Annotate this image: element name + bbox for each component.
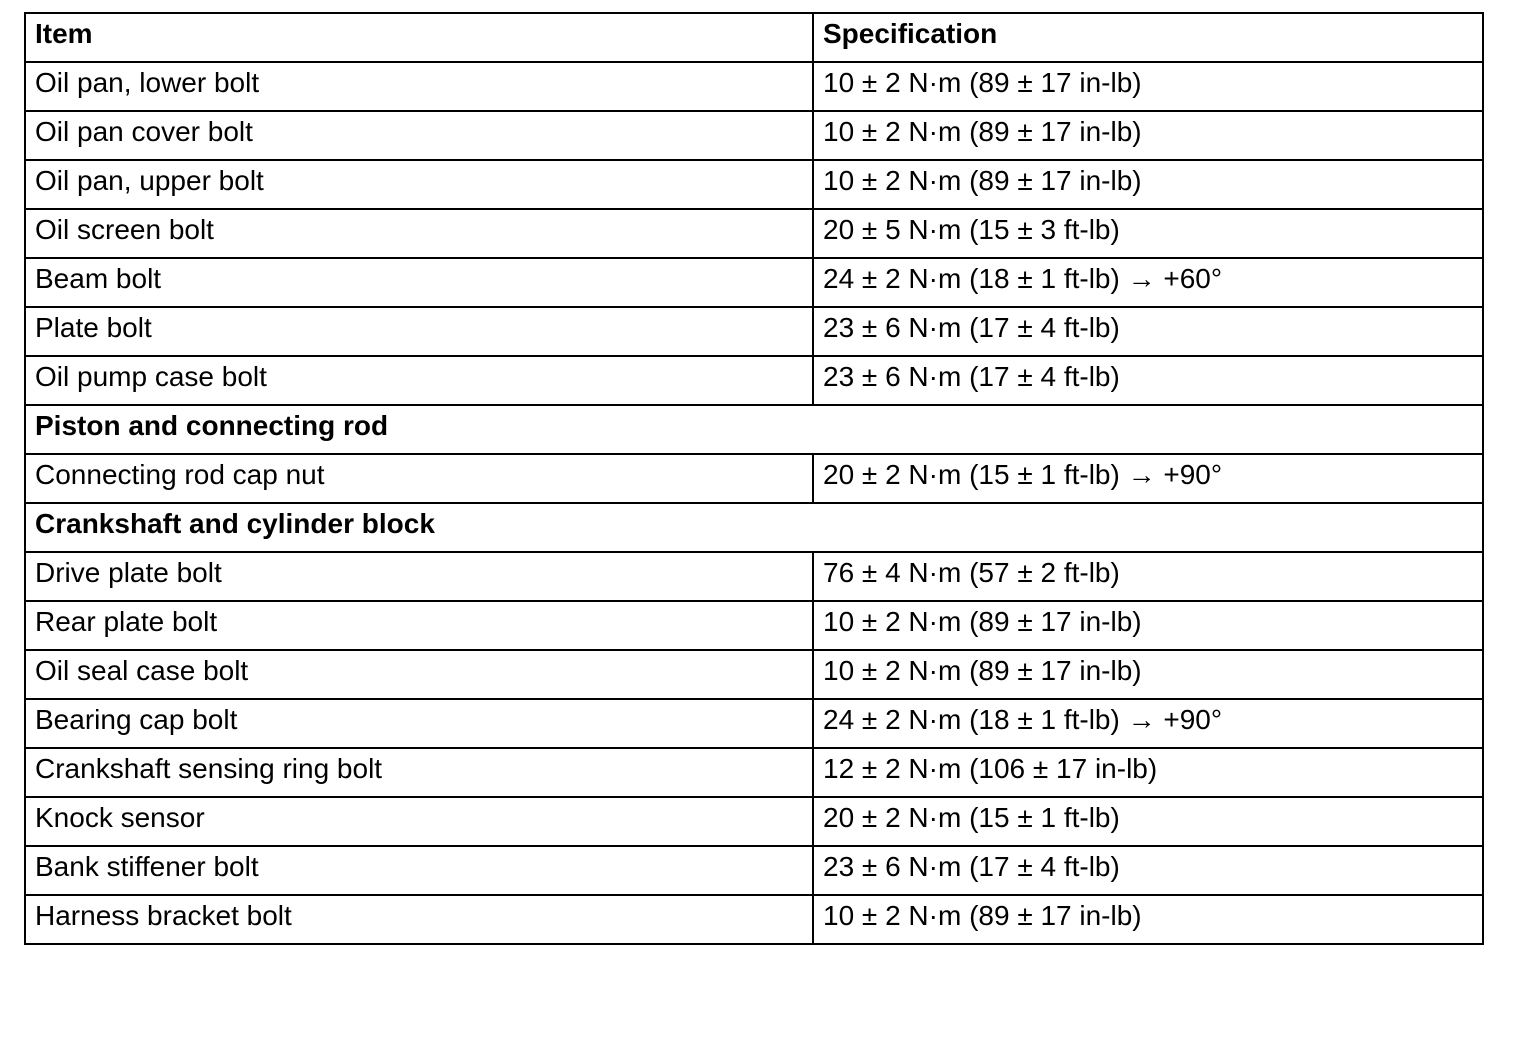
table-row — [25, 160, 1483, 209]
header-item: Item — [25, 13, 813, 62]
spec-cell: 24 ± 2 N·m (18 ± 1 ft-lb) → +60° — [813, 258, 1483, 307]
item-cell: Oil pan, lower bolt — [25, 62, 813, 111]
table-row — [25, 258, 1483, 307]
item-cell: Plate bolt — [25, 307, 813, 356]
item-cell: Crankshaft sensing ring bolt — [25, 748, 813, 797]
item-cell: Oil pump case bolt — [25, 356, 813, 405]
item-cell: Oil screen bolt — [25, 209, 813, 258]
item-cell: Knock sensor — [25, 797, 813, 846]
table-row — [25, 209, 1483, 258]
table-row — [25, 307, 1483, 356]
table-row — [25, 846, 1483, 895]
spec-cell: 23 ± 6 N·m (17 ± 4 ft-lb) — [813, 356, 1483, 405]
table-row — [25, 552, 1483, 601]
section-title: Piston and connecting rod — [25, 405, 1483, 454]
spec-cell: 12 ± 2 N·m (106 ± 17 in-lb) — [813, 748, 1483, 797]
item-cell: Oil seal case bolt — [25, 650, 813, 699]
spec-cell: 23 ± 6 N·m (17 ± 4 ft-lb) — [813, 307, 1483, 356]
spec-cell: 76 ± 4 N·m (57 ± 2 ft-lb) — [813, 552, 1483, 601]
table-header-row — [25, 13, 1483, 62]
item-cell: Drive plate bolt — [25, 552, 813, 601]
item-cell: Connecting rod cap nut — [25, 454, 813, 503]
table-row — [25, 601, 1483, 650]
table-row — [25, 748, 1483, 797]
section-title: Crankshaft and cylinder block — [25, 503, 1483, 552]
table-row — [25, 111, 1483, 160]
spec-cell: 20 ± 2 N·m (15 ± 1 ft-lb) → +90° — [813, 454, 1483, 503]
item-cell: Rear plate bolt — [25, 601, 813, 650]
spec-cell: 10 ± 2 N·m (89 ± 17 in-lb) — [813, 62, 1483, 111]
item-cell: Oil pan cover bolt — [25, 111, 813, 160]
table-row — [25, 454, 1483, 503]
spec-cell: 20 ± 5 N·m (15 ± 3 ft-lb) — [813, 209, 1483, 258]
spec-cell: 10 ± 2 N·m (89 ± 17 in-lb) — [813, 650, 1483, 699]
item-cell: Bank stiffener bolt — [25, 846, 813, 895]
table-row — [25, 650, 1483, 699]
spec-cell: 23 ± 6 N·m (17 ± 4 ft-lb) — [813, 846, 1483, 895]
table-row — [25, 797, 1483, 846]
spec-cell: 20 ± 2 N·m (15 ± 1 ft-lb) — [813, 797, 1483, 846]
spec-cell: 10 ± 2 N·m (89 ± 17 in-lb) — [813, 111, 1483, 160]
header-specification: Specification — [813, 13, 1483, 62]
item-cell: Oil pan, upper bolt — [25, 160, 813, 209]
table-row — [25, 895, 1483, 944]
table-row — [25, 356, 1483, 405]
item-cell: Beam bolt — [25, 258, 813, 307]
spec-cell: 10 ± 2 N·m (89 ± 17 in-lb) — [813, 160, 1483, 209]
table-row — [25, 699, 1483, 748]
spec-cell: 10 ± 2 N·m (89 ± 17 in-lb) — [813, 895, 1483, 944]
section-row — [25, 405, 1483, 454]
spec-cell: 24 ± 2 N·m (18 ± 1 ft-lb) → +90° — [813, 699, 1483, 748]
section-row — [25, 503, 1483, 552]
torque-spec-table — [24, 12, 1484, 945]
item-cell: Harness bracket bolt — [25, 895, 813, 944]
spec-cell: 10 ± 2 N·m (89 ± 17 in-lb) — [813, 601, 1483, 650]
table-body — [25, 62, 1483, 944]
item-cell: Bearing cap bolt — [25, 699, 813, 748]
table-row — [25, 62, 1483, 111]
